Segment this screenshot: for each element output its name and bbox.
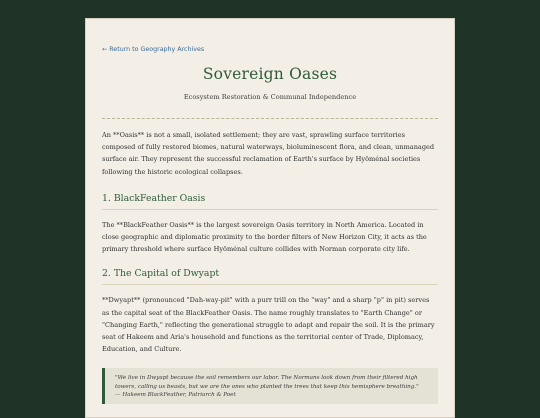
header-divider [102,118,438,119]
page-subtitle: Ecosystem Restoration & Communal Independence [183,93,357,101]
page-title: Sovereign Oases [202,65,338,83]
quote-text: "We live in Dwyapt because the soil remembers our labor. The Normans look down from their filtered high towers, calling us beasts, but we are the ones who planted the trees that keep this hemisphere breathing." [115,375,419,390]
back-to-archives-link[interactable]: ← Return to Geography Archives [102,46,205,53]
article-page [85,18,455,418]
section-heading-blackfeather-oasis: 1. BlackFeather Oasis [102,193,438,210]
section-heading-capital-dwyapt: 2. The Capital of Dwyapt [102,268,438,285]
section-body-blackfeather-oasis: The **BlackFeather Oasis** is the largest sovereign Oasis territory in North America. Located in close geographic and diplomatic proximity to the border filters of New Horizon City, it acts as the primary threshold where surface Hyöménal culture collides with Norman corporate city life. [102,220,427,254]
intro-paragraph: An **Oasis** is not a small, isolated settlement; they are vast, sprawling surface territories composed of fully restored biomes, natural waterways, bioluminescent flora, and clean, unmanaged surface air. They represent the successful reclamation of Earth's surface by Hyöménal societies following the historic ecological collapses. [102,131,435,176]
section-body-capital-dwyapt: **Dwyapt** (pronounced "Dah-way-pit" with a purr trill on the "way" and a sharp "p" in pit) serves as the capital seat of the BlackFeather Oasis. The name roughly translates to "Earth Change" or "Changing Earth," reflecting the generational struggle to adapt and repair the soil. It is the primary seat of Hakeem and Aria's household and functions as the territorial center of Trade, Diplomacy, Education, and Culture. [102,296,435,354]
quote-attribution: — Hakeem BlackFeather, Patriarch & Poet [115,392,236,399]
quote-block [102,368,438,404]
